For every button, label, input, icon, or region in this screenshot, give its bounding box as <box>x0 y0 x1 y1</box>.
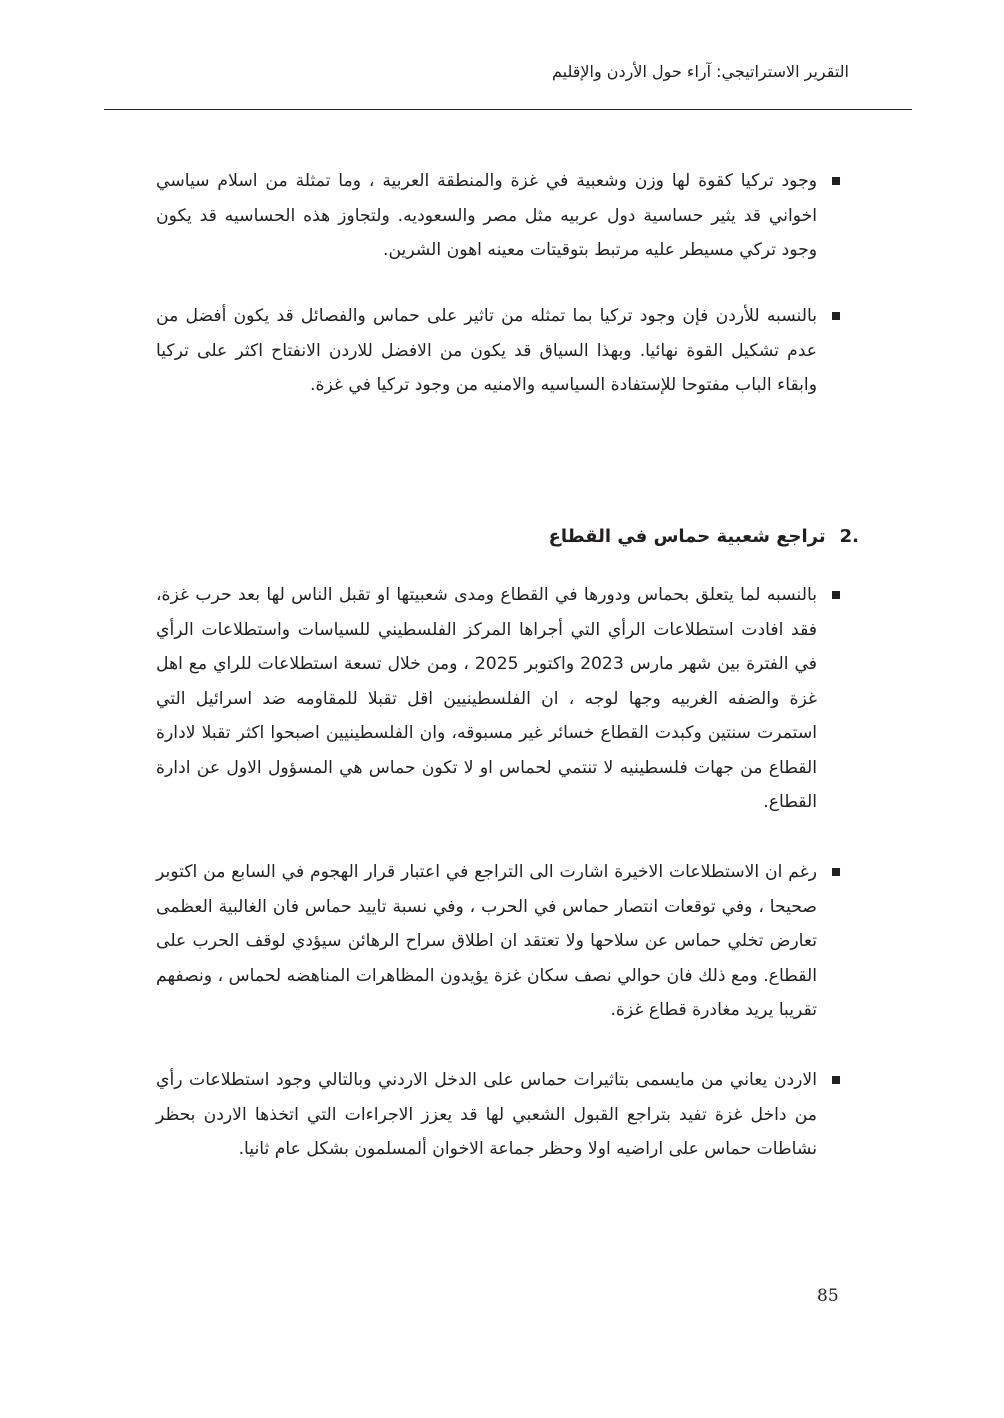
square-bullet-icon <box>832 868 840 876</box>
square-bullet-icon <box>832 1076 840 1084</box>
bullet-text: رغم ان الاستطلاعات الاخيرة اشارت الى التراجع في اعتبار قرار الهجوم في السابع من اكتوبر صحيحا ، وفي توقعات انتصار حماس في الحرب ، وفي نسبة تاييد حماس فان الغالبية العظمى تعارض تخلي حماس عن سلاحها ولا تعتقد ان اطلاق سراح الرهائن سيؤدي لوقف الحرب على القطاع. ومع ذلك فان حوالي نصف سكان غزة يؤيدون المظاهرات المناهضه لحماس ، ونصفهم تقريبا يريد مغادرة قطاع غزة. <box>156 862 817 1020</box>
bullet-item <box>156 855 842 1028</box>
square-bullet-icon <box>832 312 840 320</box>
bullet-list-top <box>156 164 842 268</box>
bullet-text: بالنسبه للأردن فإن وجود تركيا بما تمثله من تاثير على حماس والفصائل قد يكون أفضل من عدم تشكيل القوة نهائيا. وبهذا السياق قد يكون من الافضل للاردن الانفتاح اكثر على تركيا وابقاء الباب مفتوحا للإستفادة السياسيه والامنيه من وجود تركيا في غزة. <box>156 306 817 395</box>
bullet-item <box>156 578 842 820</box>
bullet-item <box>156 299 842 403</box>
bullet-item <box>156 164 842 268</box>
bullet-list-bottom <box>156 578 842 820</box>
section-number: .2 <box>839 526 859 547</box>
bullet-list-bottom-3 <box>156 1063 842 1167</box>
bullet-item <box>156 1063 842 1167</box>
page-number: 85 <box>817 1286 839 1306</box>
bullet-text: الاردن يعاني من مايسمى بتاثيرات حماس على الدخل الاردني وبالتالي وجود استطلاعات رأي من داخل غزة تفيد بتراجع القبول الشعبي لها قد يعزز الاجراءات التي اتخذها الاردن بحظر نشاطات حماس على اراضيه اولا وحظر جماعة الاخوان ألمسلمون بشكل عام ثانيا. <box>156 1070 817 1159</box>
bullet-text: بالنسبه لما يتعلق بحماس ودورها في القطاع ومدى شعبيتها او تقبل الناس لها بعد حرب غزة، فقد افادت استطلاعات الرأي التي أجراها المركز الفلسطيني للسياسات واستطلاعات الرأي في الفترة بين شهر مارس 2023 واكتوبر 2025 ، ومن خلال تسعة استطلاعات للراي مع اهل غزة والضفه الغربيه وجها لوجه ، ان الفلسطينيين اقل تقبلا للمقاومه ضد اسرائيل التي استمرت سنتين وكبدت القطاع خسائر غير مسبوقه، وان الفلسطينيين اصبحوا اكثر تقبلا لادارة القطاع من جهات فلسطينيه لا تنتمي لحماس او لا تكون حماس هي المسؤول الاول عن ادارة القطاع. <box>156 585 817 812</box>
square-bullet-icon <box>832 591 840 599</box>
running-header: التقرير الاستراتيجي: آراء حول الأردن والإقليم <box>551 62 849 81</box>
bullet-list-bottom-2 <box>156 855 842 1028</box>
bullet-list-top-2 <box>156 299 842 403</box>
bullet-text: وجود تركيا كقوة لها وزن وشعبية في غزة والمنطقة العربية ، وما تمثلة من اسلام سياسي اخواني قد يثير حساسية دول عربيه مثل مصر والسعوديه. ولتجاوز هذه الحساسيه قد يكون وجود تركي مسيطر عليه مرتبط بتوقيتات معينه اهون الشرين. <box>156 171 817 260</box>
section-heading <box>549 526 859 547</box>
header-divider <box>104 109 912 110</box>
square-bullet-icon <box>832 177 840 185</box>
section-title: تراجع شعبية حماس في القطاع <box>548 526 826 547</box>
